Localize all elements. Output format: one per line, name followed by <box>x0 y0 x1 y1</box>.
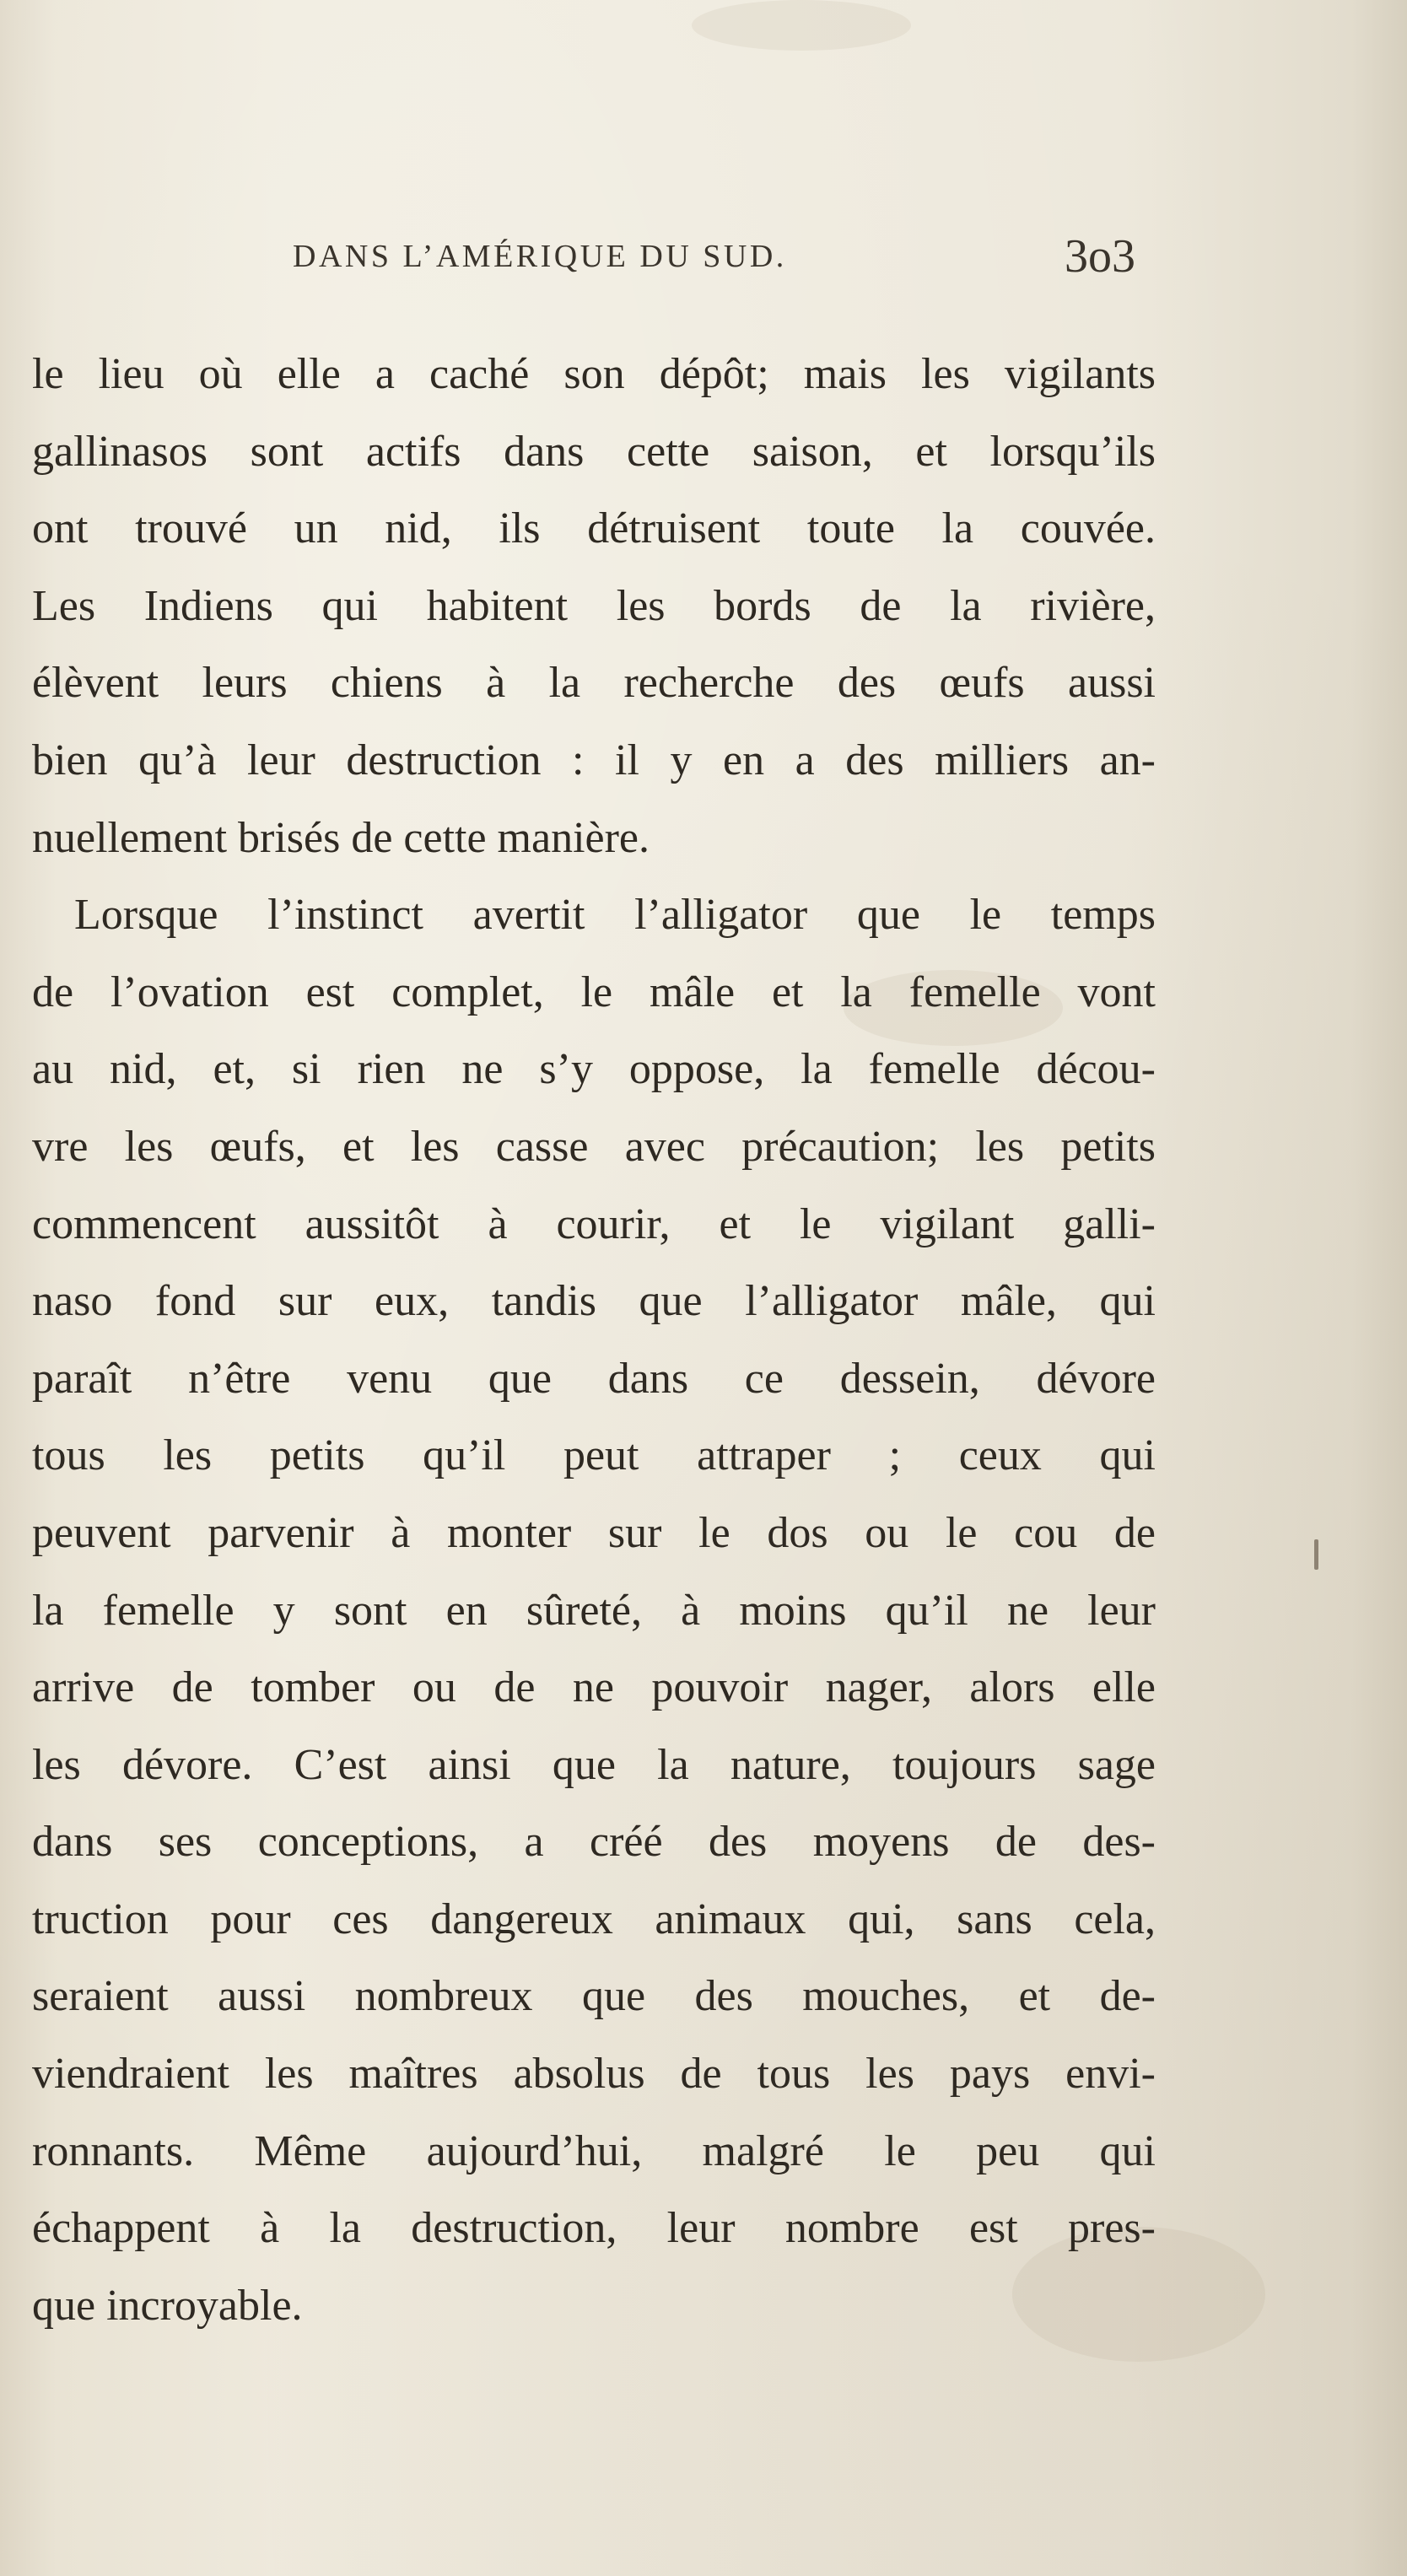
text-line: que incroyable. <box>32 2281 303 2330</box>
text-line: la femelle y sont en sûreté, à moins qu’il ne leur <box>32 1586 1156 1635</box>
text-line: nuellement brisés de cette manière. <box>32 813 650 862</box>
text-line: naso fond sur eux, tandis que l’alligator mâle, qui <box>32 1277 1156 1326</box>
text-line: dans ses conceptions, a créé des moyens de des- <box>32 1818 1156 1867</box>
text-line: peuvent parvenir à monter sur le dos ou le cou de <box>32 1508 1156 1557</box>
text-line: élèvent leurs chiens à la recherche des œufs aussi <box>32 659 1156 708</box>
paper-stain <box>692 0 911 51</box>
text-line: au nid, et, si rien ne s’y oppose, la femelle décou- <box>32 1045 1156 1094</box>
text-line: arrive de tomber ou de ne pouvoir nager, alors elle <box>32 1663 1156 1712</box>
text-line: seraient aussi nombreux que des mouches, et de- <box>32 1972 1156 2021</box>
paragraph-start-line: Lorsque l’instinct avertit l’alligator que le temps <box>74 891 1156 940</box>
text-line: viendraient les maîtres absolus de tous les pays envi- <box>32 2050 1156 2099</box>
text-line: ont trouvé un nid, ils détruisent toute la couvée. <box>32 504 1156 553</box>
text-line: truction pour ces dangereux animaux qui, sans cela, <box>32 1894 1156 1943</box>
ink-mark <box>1314 1539 1318 1570</box>
text-line: échappent à la destruction, leur nombre est pres- <box>32 2204 1156 2253</box>
text-line: les dévore. C’est ainsi que la nature, toujours sage <box>32 1740 1156 1789</box>
text-line: le lieu où elle a caché son dépôt; mais les vigilants <box>32 350 1156 398</box>
text-line: de l’ovation est complet, le mâle et la femelle vont <box>32 967 1156 1016</box>
text-line: Les Indiens qui habitent les bords de la rivière, <box>32 581 1156 630</box>
text-line: gallinasos sont actifs dans cette saison, et lorsqu’ils <box>32 427 1156 476</box>
body-text <box>32 336 1156 2344</box>
page-header <box>0 230 1407 297</box>
text-line: tous les petits qu’il peut attraper ; ceux qui <box>32 1431 1156 1480</box>
text-line: commencent aussitôt à courir, et le vigilant galli- <box>32 1199 1156 1248</box>
text-line: paraît n’être venu que dans ce dessein, dévore <box>32 1354 1156 1403</box>
text-line: vre les œufs, et les casse avec précaution; les petits <box>32 1122 1156 1171</box>
text-line: ronnants. Même aujourd’hui, malgré le peu qui <box>32 2126 1156 2175</box>
running-head: DANS L’AMÉRIQUE DU SUD. <box>293 239 787 274</box>
text-line: bien qu’à leur destruction : il y en a des milliers an- <box>32 736 1156 784</box>
page-number: 3o3 <box>1065 230 1135 283</box>
